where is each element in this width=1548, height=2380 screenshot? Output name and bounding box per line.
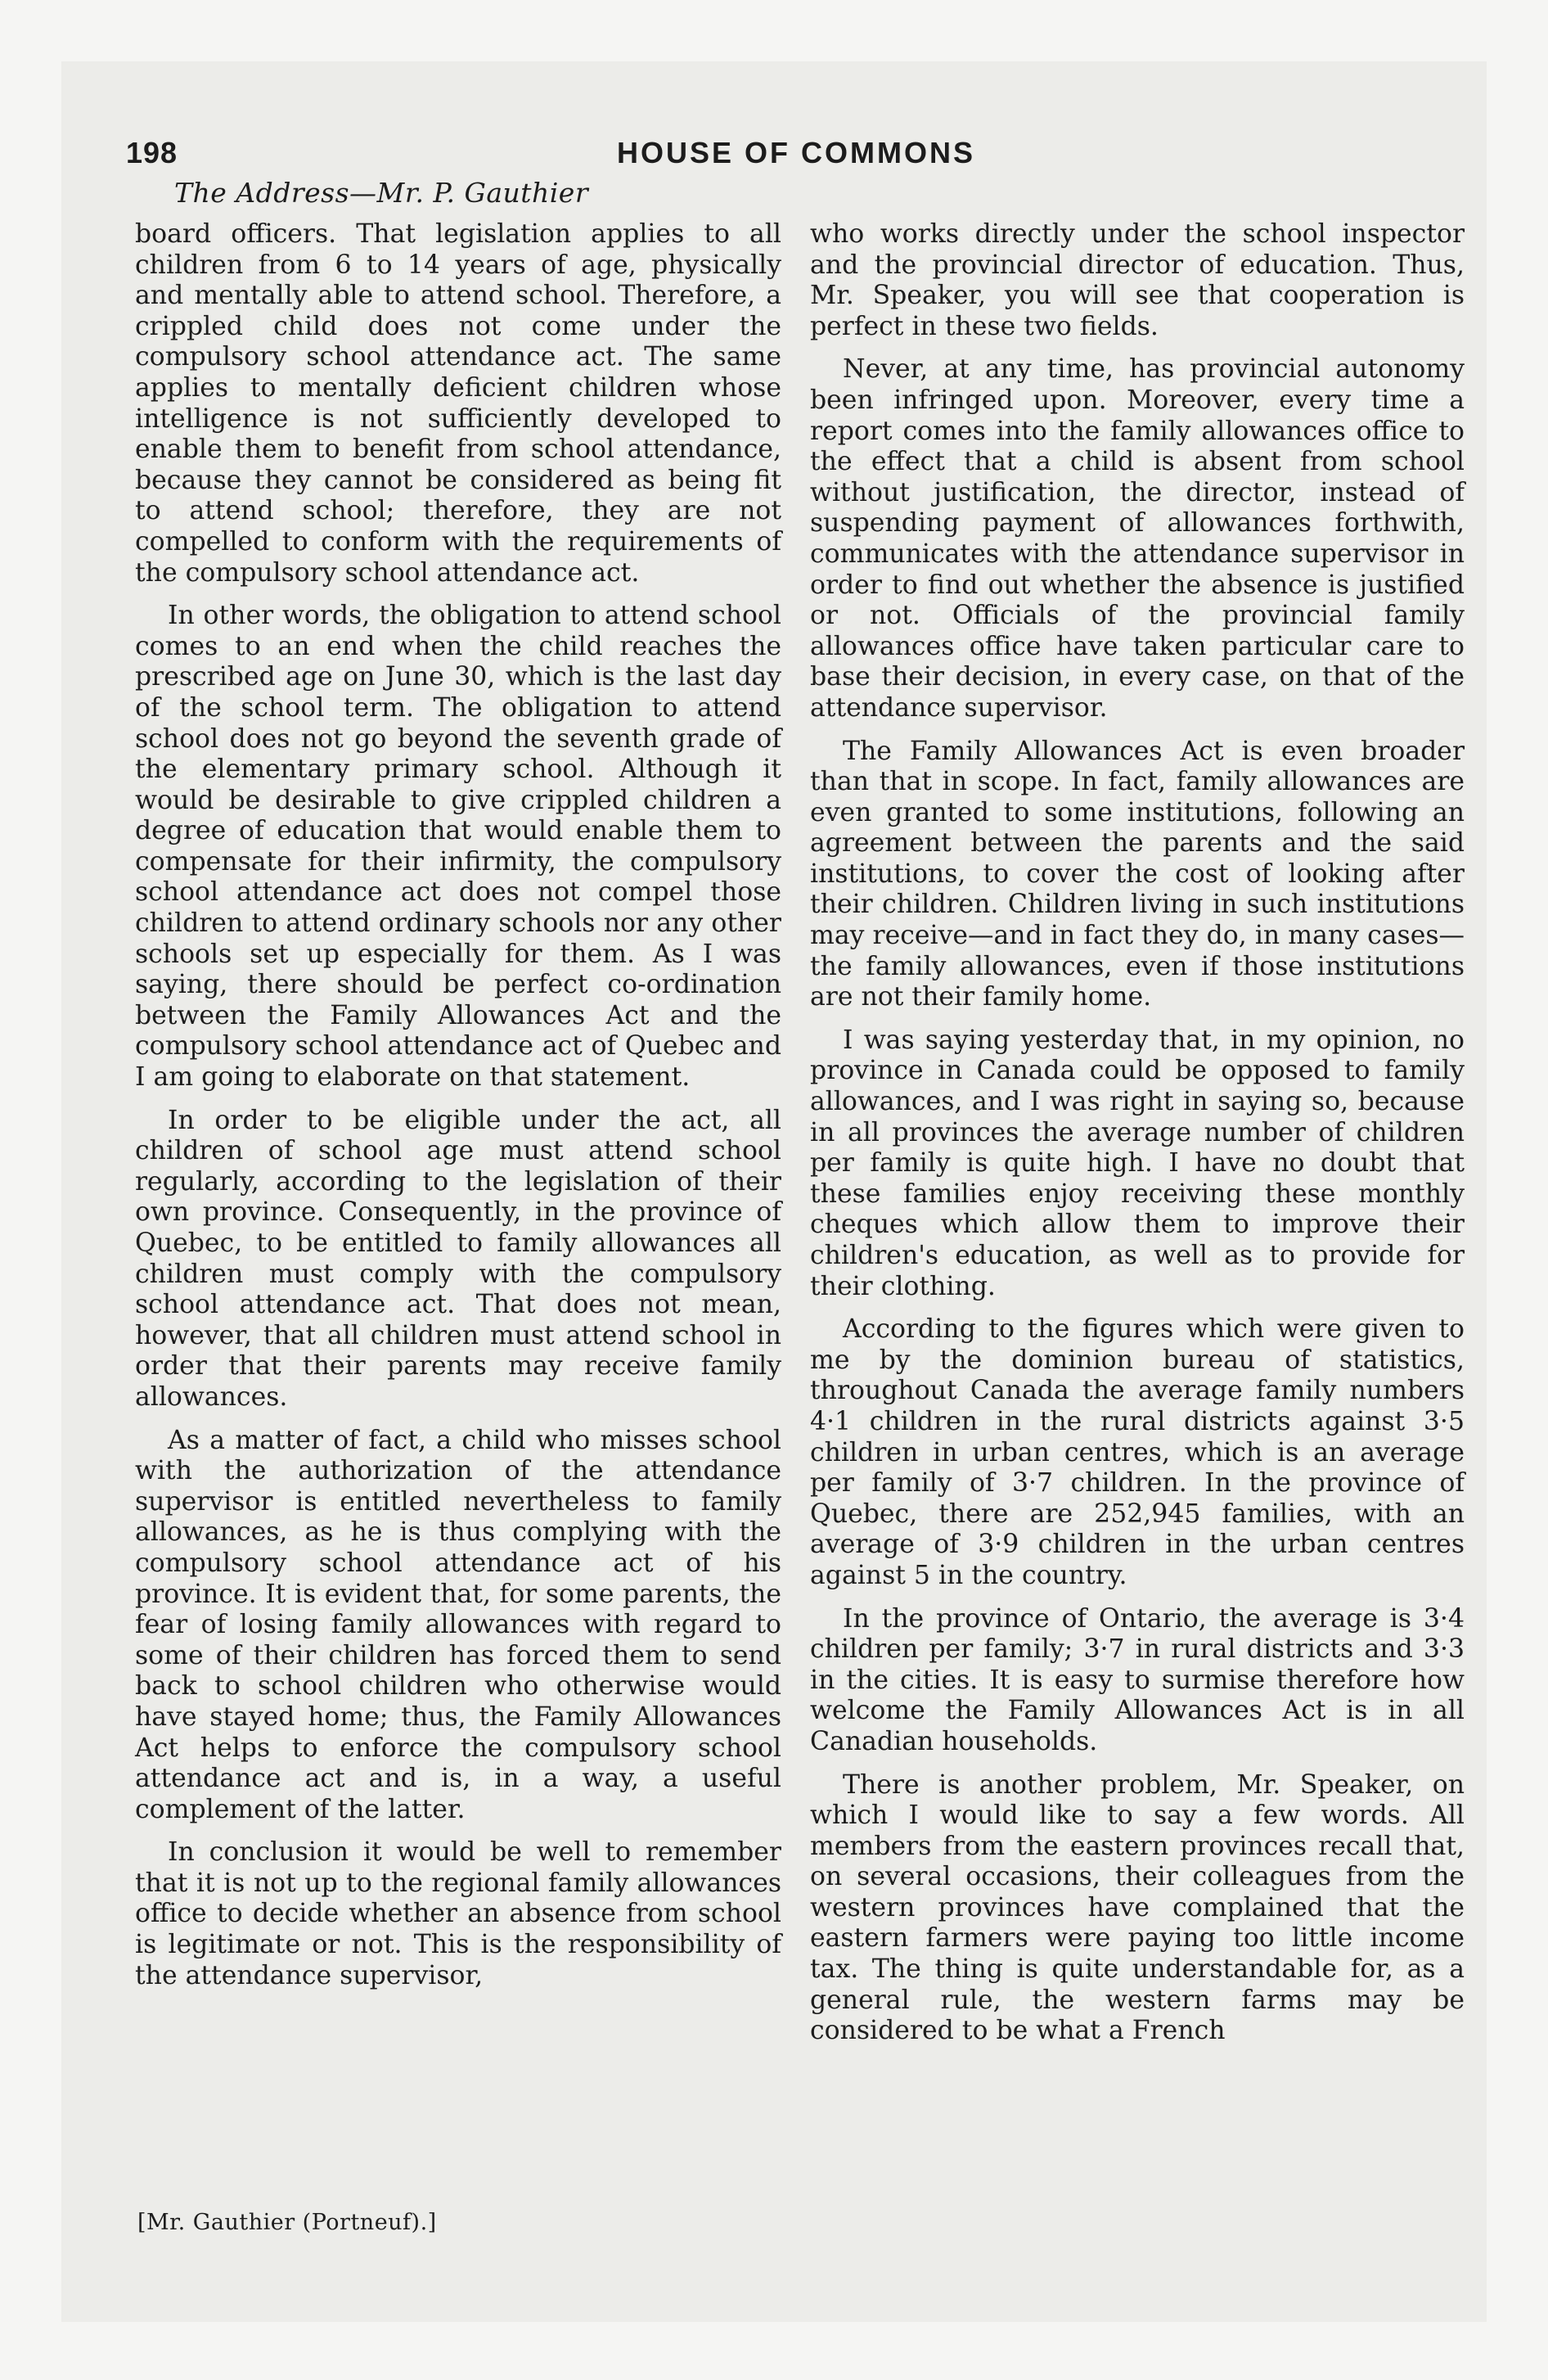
- paragraph: Never, at any time, has provincial autonomy been infringed upon. Moreover, every time a report comes into the family allowances office to the effect that a child is absent from school without justification, the director, instead of suspending payment of allowances forthwith, communicates with the attendance supervisor in order to find out whether the absence is justified or not. Officials of the provincial family allowances office have taken particular care to base their decision, in every case, on that of the attendance supervisor.: [810, 354, 1465, 723]
- speaker-footnote: [Mr. Gauthier (Portneuf).]: [137, 2210, 437, 2235]
- paragraph: There is another problem, Mr. Speaker, on which I would like to say a few words. All members from the eastern provinces recall that, on several occasions, their colleagues from the western provinces have complained that the eastern farmers were paying too little income tax. The thing is quite understandable for, as a general rule, the western farms may be considered to be what a French: [810, 1769, 1465, 2046]
- paragraph: In other words, the obligation to attend school comes to an end when the child reaches the prescribed age on June 30, which is the last day of the school term. The obligation to attend school does not go beyond the seventh grade of the elementary primary school. Although it would be desirable to give crippled children a degree of education that would enable them to compensate for their infirmity, the compulsory school attendance act does not compel those children to attend ordinary schools nor any other schools set up especially for them. As I was saying, there should be perfect co-ordination between the Family Allowances Act and the compulsory school attendance act of Quebec and I am going to elaborate on that statement.: [135, 601, 781, 1093]
- paragraph: In conclusion it would be well to remember that it is not up to the regional family allowances office to decide whether an absence from school is legitimate or not. This is the responsibility of the attendance supervisor,: [135, 1837, 781, 1990]
- paragraph: As a matter of fact, a child who misses school with the authorization of the attendance supervisor is entitled nevertheless to family allowances, as he is thus complying with the compulsory school attendance act of his province. It is evident that, for some parents, the fear of losing family allowances with regard to some of their children has forced them to send back to school children who otherwise would have stayed home; thus, the Family Allowances Act helps to enforce the compulsory school attendance act and is, in a way, a useful complement of the latter.: [135, 1425, 781, 1824]
- right-column: [810, 219, 1465, 2059]
- page-header: [126, 136, 1411, 182]
- journal-title: HOUSE OF COMMONS: [617, 136, 976, 169]
- paragraph: The Family Allowances Act is even broader than that in scope. In fact, family allowances are even granted to some institutions, following an agreement between the parents and the said institutions, to cover the cost of looking after their children. Children living in such institutions may receive—and in fact they do, in many cases—the family allowances, even if those institutions are not their family home.: [810, 736, 1465, 1012]
- paragraph: I was saying yesterday that, in my opinion, no province in Canada could be opposed to family allowances, and I was right in saying so, because in all provinces the average number of children per family is quite high. I have no doubt that these families enjoy receiving these monthly cheques which allow them to improve their children's education, as well as to provide for their clothing.: [810, 1025, 1465, 1301]
- running-head: The Address—Mr. P. Gauthier: [174, 177, 589, 209]
- paragraph: who works directly under the school inspector and the provincial director of education. Thus, Mr. Speaker, you will see that cooperation is perfect in these two fields.: [810, 219, 1465, 341]
- paragraph: According to the figures which were given to me by the dominion bureau of statistics, throughout Canada the average family numbers 4·1 children in the rural districts against 3·5 children in urban centres, which is an average per family of 3·7 children. In the province of Quebec, there are 252,945 families, with an average of 3·9 children in the urban centres against 5 in the country.: [810, 1314, 1465, 1590]
- paragraph: board officers. That legislation applies to all children from 6 to 14 years of age, physically and mentally able to attend school. Therefore, a crippled child does not come under the compulsory school attendance act. The same applies to mentally deficient children whose intelligence is not sufficiently developed to enable them to benefit from school attendance, because they cannot be considered as being fit to attend school; therefore, they are not compelled to conform with the requirements of the compulsory school attendance act.: [135, 219, 781, 588]
- paragraph: In the province of Ontario, the average is 3·4 children per family; 3·7 in rural districts and 3·3 in the cities. It is easy to surmise therefore how welcome the Family Allowances Act is in all Canadian households.: [810, 1603, 1465, 1756]
- left-column: [135, 219, 781, 2004]
- page-number: 198: [126, 136, 178, 169]
- paragraph: In order to be eligible under the act, all children of school age must attend school regularly, according to the legislation of their own province. Consequently, in the province of Quebec, to be entitled to family allowances all children must comply with the compulsory school attendance act. That does not mean, however, that all children must attend school in order that their parents may receive family allowances.: [135, 1105, 781, 1412]
